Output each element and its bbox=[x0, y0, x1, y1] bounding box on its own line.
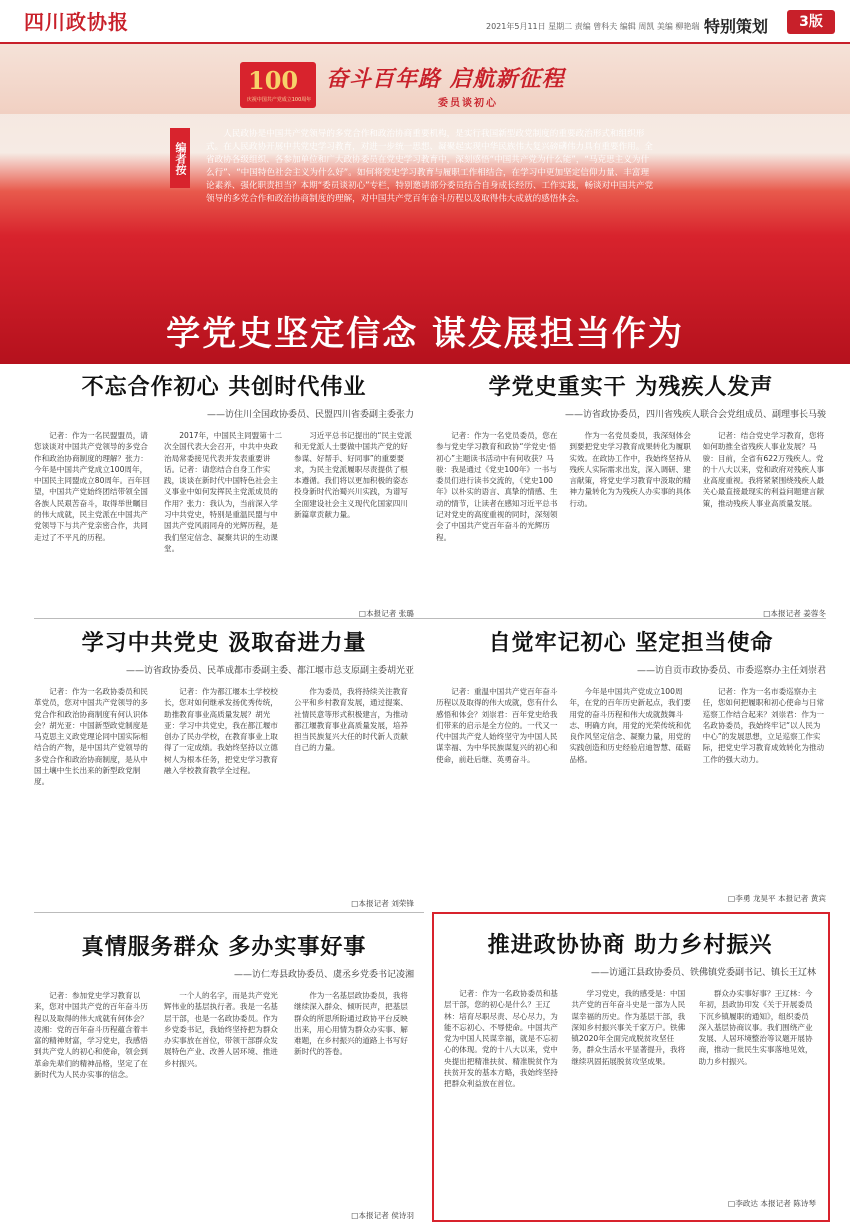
editor-note: 人民政协是中国共产党领导的多党合作和政治协商重要机构，是实行我国新型政党制度的重要政治形式和组织形式。在人民政协开展中共党史学习教育，对进一步统一思想、凝聚起实现中华民族伟大复兴磅礴伟力具有重要作用。全省政协各级组织、各参加单位和广大政协委员在党史学习教育中，深刻感悟“中国共产党为什么能”，“马克思主义为什么行”、“中国特色社会主义为什么好”。如何将党史学习教育与履职工作相结合，在学习中更加坚定信仰力量、丰富理论素养、强化职责担当？本期“委员谈初心”专栏，特别邀请部分委员结合自身成长经历、工作实践，畅谈对中国共产党领导的多党合作和政治协商制度的理解，对中国共产党百年奋斗历程以及取得伟大成就的感悟体会。 bbox=[206, 129, 654, 204]
article-reporter: □李政达 本报记者 陈诗琴 bbox=[728, 1199, 816, 1208]
article-paragraph: 记者：参加党史学习教育以来，您对中国共产党的百年奋斗历程以及取得的伟大成就有何体会？凌湘：党的百年奋斗历程蕴含着丰富的精神财富，学习党史，我感悟到共产党人的初心和使命，领会到革命先辈们的精神品格，坚定了在新时代为人民办实事的信念。 bbox=[34, 991, 148, 1080]
article-column bbox=[294, 990, 414, 1208]
article-column bbox=[294, 430, 414, 606]
article-column bbox=[164, 990, 284, 1208]
campaign-subtitle: 委员谈初心 bbox=[438, 98, 498, 109]
article-paragraph: 记者：作为一名政协委员和民革党员，您对中国共产党领导的多党合作和政治协商制度有何认识体会？胡光亚：中国新型政党制度是马克思主义政党理论同中国实际相结合的产物，是中国共产党领导的多党合作和政治协商制度，是从中国土壤中生长出来的新型政党制度。 bbox=[34, 687, 148, 787]
paper-name: 四川政协报 bbox=[24, 10, 129, 34]
article-card bbox=[444, 928, 816, 1212]
article-paragraph: 2017年，中国民主同盟第十二次全国代表大会召开，中共中央政治局常委接见代表并发表重要讲话。记者：请您结合自身工作实践，谈谈在新时代中国特色社会主义事业中如何发挥民主党派成员的作用？张力：我认为，当前深入学习中共党史，特别是重温民盟与中国共产党风雨同舟的光辉历程，是我们坚定信念、凝聚共识的生动课堂。 bbox=[164, 431, 283, 553]
section-name: 特别策划 bbox=[704, 17, 769, 36]
article-reporter: □本报记者 侯诗羽 bbox=[351, 1211, 414, 1220]
campaign-title: 奋斗百年路 启航新征程 bbox=[326, 67, 565, 92]
dateline: 2021年5月11日 星期二 责编 曾科夫 编辑 周凯 美编 柳艳瑞 bbox=[486, 22, 700, 31]
article-body bbox=[34, 990, 414, 1208]
article-byline: ——访通江县政协委员、铁佛镇党委副书记、镇长王辽林 bbox=[590, 968, 816, 978]
article-paragraph: 习近平总书记提出的“民主党派和无党派人士要做中国共产党的好参谋、好帮手、好同事”的重要要求，为民主党派履职尽责提供了根本遵循。我们将以更加积极的姿态投身新时代治蜀兴川实践，为谱写全面建设社会主义现代化国家四川新篇章贡献力量。 bbox=[294, 431, 412, 520]
article-title: 真情服务群众 多办实事好事 bbox=[81, 934, 367, 960]
article-body bbox=[34, 430, 414, 606]
page-badge: 3版 bbox=[787, 10, 835, 34]
article-card bbox=[436, 626, 826, 906]
article-column bbox=[444, 988, 561, 1196]
centenary-logo-caption: 庆祝中国共产党成立100周年 bbox=[246, 97, 312, 103]
main-headline: 学党史坚定信念 谋发展担当作为 bbox=[166, 314, 684, 354]
article-title: 自觉牢记初心 坚定担当使命 bbox=[488, 630, 774, 656]
article-paragraph: 记者：结合党史学习教育，您将如何助推全省残疾人事业发展？马骏：目前，全省有622万残疾人。党的十八大以来，党和政府对残疾人事业高度重视。我将紧紧围绕残疾人最关心最直接最现实的利益问题建言献策，推动残疾人事业高质量发展。 bbox=[702, 431, 825, 508]
article-column bbox=[436, 430, 559, 606]
editor-note-tag: 编者按 bbox=[170, 128, 190, 188]
article-reporter: □李勇 龙昊平 本报记者 黄宾 bbox=[728, 894, 826, 903]
article-paragraph: 学习党史，我的感受是：中国共产党的百年奋斗史是一部为人民谋幸福的历史。作为基层干部，我深知乡村振兴事关千家万户。铁佛镇2020年全面完成脱贫攻坚任务，群众生活水平显著提升，我将继续巩固拓展脱贫攻坚成果。 bbox=[571, 989, 686, 1066]
article-column bbox=[703, 686, 826, 891]
article-paragraph: 记者：作为一名党员委员，您在参与党史学习教育和政协“学党史·悟初心”主题读书活动中有何收获？马骏：我是通过《党史100年》一书与委员们进行读书交流的，《党史100年》以朴实的语言、真挚的情感、生动的情节，让读者在感知习近平总书记对党史的高度重视的同时，深刻领会了中国共产党百年奋斗的光辉历程。 bbox=[436, 431, 558, 542]
article-column bbox=[436, 686, 559, 891]
article-paragraph: 作为委员，我将持续关注教育公平和乡村教育发展，通过提案、社情民意等形式积极建言，为推动都江堰教育事业高质量发展，培养担当民族复兴大任的时代新人贡献自己的力量。 bbox=[294, 687, 408, 753]
article-byline: ——访住川全国政协委员、民盟四川省委副主委张力 bbox=[206, 410, 414, 420]
article-byline: ——访自贡市政协委员、市委巡察办主任刘崇君 bbox=[636, 666, 826, 676]
article-card bbox=[34, 370, 414, 618]
article-reporter: □本报记者 姜蓉冬 bbox=[763, 609, 826, 618]
article-paragraph: 今年是中国共产党成立100周年，在党的百年历史新起点，我们要用党的奋斗历程和伟大成就鼓舞斗志、明确方向，用党的光荣传统和优良作风坚定信念、凝聚力量，用党的实践创造和历史经验启迪智慧、砥砺品格。 bbox=[569, 687, 691, 764]
article-title: 推进政协协商 助力乡村振兴 bbox=[487, 932, 773, 958]
article-column bbox=[569, 686, 692, 891]
article-paragraph: 记者：作为一名市委巡察办主任，您如何把履职和初心使命与日常巡察工作结合起来？刘崇君：作为一名政协委员，我始终牢记“以人民为中心”的发展思想，立足巡察工作实际，把党史学习教育成效转化为推动工作的强大动力。 bbox=[702, 687, 825, 764]
article-column bbox=[164, 430, 284, 606]
article-column bbox=[699, 988, 816, 1196]
article-paragraph: 一个人的名字，而是共产党光辉伟业的基层执行者。我是一名基层干部，也是一名政协委员。作为乡党委书记，我始终坚持把为群众办实事放在首位，带领干部群众发展特色产业、改善人居环境、推进乡村振兴。 bbox=[164, 991, 278, 1068]
article-title: 不忘合作初心 共创时代伟业 bbox=[81, 374, 367, 400]
article-paragraph: 记者：作为都江堰本土学校校长，您对如何继承发扬优秀传统，助推教育事业高质量发展？胡光亚：学习中共党史，我在都江堰市创办了民办学校，在教育事业上取得了一定成绩。我始终坚持以立德树人为根本任务，把党史学习教育融入学校教育教学全过程。 bbox=[164, 687, 278, 776]
section-divider bbox=[34, 618, 826, 619]
article-column bbox=[703, 430, 826, 606]
article-column bbox=[34, 430, 154, 606]
article-paragraph: 记者：作为一名民盟盟员，请您谈谈对中国共产党领导的多党合作和政治协商制度的理解？张力：今年是中国共产党成立100周年，中国民主同盟成立80周年。百年回望，中国共产党始终团结带领全国各族人民艰苦奋斗，取得举世瞩目的伟大成就，民主党派在中国共产党领导下与共产党亲密合作，共同走过了不平凡的历程。 bbox=[34, 431, 150, 542]
article-column bbox=[571, 988, 688, 1196]
article-byline: ——访省政协委员，四川省残疾人联合会党组成员、副理事长马骏 bbox=[564, 410, 826, 420]
centenary-logo-number: 100 bbox=[248, 66, 299, 95]
article-paragraph: 作为一名基层政协委员，我将继续深入群众、倾听民声，把基层群众的所思所盼通过政协平台反映出来，用心用情为群众办实事、解难题，在乡村振兴的道路上书写好新时代的答卷。 bbox=[294, 991, 408, 1057]
article-paragraph: 作为一名党员委员，我深刻体会到要把党史学习教育成果转化为履职实效。在政协工作中，我始终坚持从残疾人实际需求出发，深入调研、建言献策，将党史学习教育中汲取的精神力量转化为为残疾人办实事的具体行动。 bbox=[569, 431, 691, 508]
article-paragraph: 记者：作为一名政协委员和基层干部，您的初心是什么？王辽林：培育尽职尽责、尽心尽力，为能不忘初心、不辱使命。中国共产党为中国人民谋幸福，就是不忘初心的体现。党的十八大以来，党中央提出把精准扶贫、精准脱贫作为扶贫开发的基本方略，我始终坚持把群众利益放在首位。 bbox=[444, 989, 558, 1089]
article-paragraph: 记者：重温中国共产党百年奋斗历程以及取得的伟大成就，您有什么感悟和体会？刘崇君：百年党史给我们带来的启示是全方位的。一代又一代中国共产党人始终坚守为中国人民谋幸福、为中华民族谋复兴的初心和使命，前赴后继、英勇奋斗。 bbox=[436, 687, 558, 764]
article-byline: ——访省政协委员、民革成都市委副主委、都江堰市总支原副主委胡光亚 bbox=[125, 666, 414, 676]
article-body bbox=[436, 686, 826, 891]
article-card bbox=[436, 370, 826, 618]
article-body bbox=[444, 988, 816, 1196]
article-title: 学习中共党史 汲取奋进力量 bbox=[81, 630, 367, 656]
article-title: 学党史重实干 为残疾人发声 bbox=[488, 374, 774, 400]
article-column bbox=[34, 686, 154, 896]
article-column bbox=[569, 430, 692, 606]
article-column bbox=[34, 990, 154, 1208]
article-reporter: □本报记者 刘荣锋 bbox=[351, 899, 414, 908]
article-column bbox=[164, 686, 284, 896]
article-card bbox=[34, 626, 414, 912]
article-byline: ——访仁寿县政协委员、虞丞乡党委书记凌湘 bbox=[233, 970, 414, 980]
article-body bbox=[34, 686, 414, 896]
article-column bbox=[294, 686, 414, 896]
article-paragraph: 群众办实事好事？王辽林：今年初，县政协印发《关于开展委员下沉乡镇履职的通知》，组织委员深入基层协商议事。我们围绕产业发展、人居环境整治等议题开展协商，推动一批民生实事落地见效，助力乡村振兴。 bbox=[698, 989, 813, 1066]
article-body bbox=[436, 430, 826, 606]
article-reporter: □本报记者 张璐 bbox=[358, 609, 414, 618]
section-divider bbox=[34, 912, 424, 913]
article-card bbox=[34, 930, 414, 1220]
masthead bbox=[0, 0, 850, 44]
